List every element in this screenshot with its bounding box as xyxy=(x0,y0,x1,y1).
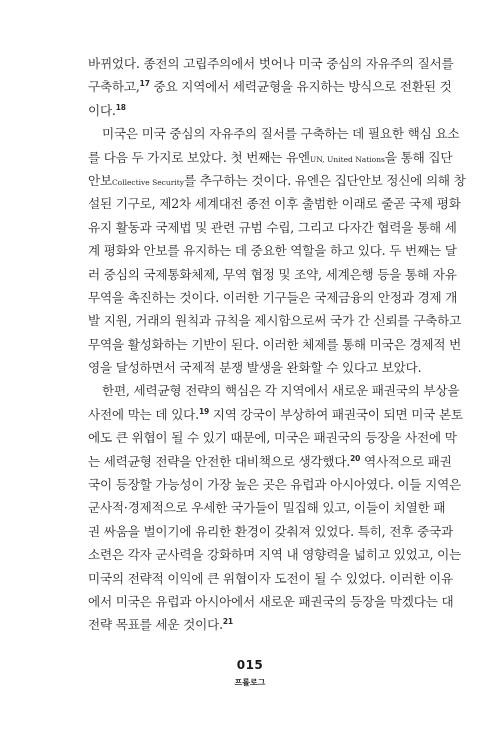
text-run: 미국은 미국 중심의 자유주의 질서를 구축하는 데 필요한 핵심 요소 xyxy=(102,126,460,142)
text-line xyxy=(88,473,462,496)
text-run: 지역 강국이 부상하여 패권국이 되면 미국 본토 xyxy=(208,406,463,422)
text-run: 전략 목표를 세운 것이다. xyxy=(88,617,223,633)
term-gloss: Collective Security xyxy=(111,177,184,187)
text-run: 소련은 각자 군사력을 강화하며 지역 내 영향력을 넓히고 있었고, 이는 xyxy=(88,547,462,563)
text-line xyxy=(88,146,453,169)
text-run: 사전에 막는 데 있다. xyxy=(88,406,199,422)
paragraph xyxy=(88,379,463,636)
text-line xyxy=(88,426,457,449)
text-run: 이다. xyxy=(88,102,116,118)
text-line xyxy=(88,52,454,75)
footnote-marker: 17 xyxy=(139,79,150,89)
text-line xyxy=(88,379,460,402)
text-line xyxy=(88,169,466,192)
text-line xyxy=(88,75,452,98)
text-run: 을 통해 집단 xyxy=(384,149,453,165)
text-run: 권 싸움을 벌이기에 유리한 환경이 갖춰져 있었다. 특히, 전후 중국과 xyxy=(88,523,453,539)
text-line xyxy=(88,192,461,215)
text-line xyxy=(88,239,457,262)
footnote-marker: 19 xyxy=(198,406,209,416)
text-run: 미국의 전략적 이익에 큰 위협이자 도전이 될 수 있었다. 이러한 이유 xyxy=(88,570,453,586)
text-run: 계 평화와 안보를 유지하는 데 중요한 역할을 하고 있다. 두 번째는 달 xyxy=(88,243,457,259)
text-line xyxy=(88,333,462,356)
text-line xyxy=(88,216,457,239)
text-run: 를 추구하는 것이다. 유엔은 집단안보 정신에 의해 창 xyxy=(183,172,466,188)
text-run: 국이 등장할 가능성이 가장 높은 곳은 유럽과 아시아였다. 이들 지역은 xyxy=(88,477,462,493)
text-run: 무역을 촉진하는 것이다. 이러한 기구들은 국제금융의 안정과 경제 개 xyxy=(88,289,458,305)
text-run: 역사적으로 패권 xyxy=(360,453,452,469)
running-footer-section: 프롤로그 xyxy=(234,678,266,687)
page-number: 015 xyxy=(236,658,264,672)
text-run: 중요 지역에서 세력균형을 유지하는 방식으로 전환된 것 xyxy=(149,79,452,95)
text-run: 에도 큰 위협이 될 수 있기 때문에, 미국은 패권국의 등장을 사전에 막 xyxy=(88,430,457,446)
text-line xyxy=(88,567,453,590)
text-line xyxy=(88,309,462,332)
term-gloss: UN, United Nations xyxy=(309,154,385,164)
text-line xyxy=(88,356,434,379)
text-line xyxy=(88,613,434,636)
text-run: 바뀌었다. 종전의 고립주의에서 벗어나 미국 중심의 자유주의 질서를 xyxy=(88,56,454,71)
text-run: 설된 기구로, 제2차 세계대전 종전 이후 출범한 이래로 줄곧 국제 평화 xyxy=(88,196,461,212)
text-run: 구축하고, xyxy=(88,79,140,95)
body-text xyxy=(88,52,466,637)
paragraph xyxy=(88,122,466,379)
footnote-marker: 18 xyxy=(115,102,126,112)
text-run: 발 지원, 거래의 원칙과 규칙을 제시함으로써 국가 간 신뢰를 구축하고 xyxy=(88,313,462,329)
paragraph xyxy=(88,52,454,122)
text-run: 유지 활동과 국제법 및 관련 규범 수립, 그리고 다자간 협력을 통해 세 xyxy=(88,219,457,235)
text-line xyxy=(88,496,446,519)
footnote-marker: 21 xyxy=(222,617,233,627)
text-run: 군사적·경제적으로 우세한 국가들이 밀집해 있고, 이들이 치열한 패 xyxy=(88,500,446,516)
text-line xyxy=(88,286,458,309)
text-line xyxy=(88,122,460,145)
text-run: 러 중심의 국제통화체제, 무역 협정 및 조약, 세계은행 등을 통해 자유 xyxy=(88,266,457,282)
footnote-marker: 20 xyxy=(350,453,361,463)
text-line xyxy=(88,99,434,122)
text-line xyxy=(88,450,452,473)
text-run: 에서 미국은 유럽과 아시아에서 새로운 패권국의 등장을 막겠다는 대 xyxy=(88,593,454,609)
text-line xyxy=(88,403,463,426)
text-run: 는 세력균형 전략을 안전한 대비책으로 생각했다. xyxy=(88,453,351,469)
text-run: 안보 xyxy=(88,172,112,188)
text-run: 한편, 세력균형 전략의 핵심은 각 지역에서 새로운 패권국의 부상을 xyxy=(102,383,460,399)
text-line xyxy=(88,263,457,286)
text-run: 영을 달성하면서 국제적 분쟁 발생을 완화할 수 있다고 보았다. xyxy=(88,360,422,376)
text-line xyxy=(88,520,453,543)
text-run: 무역을 활성화하는 기반이 된다. 이러한 체제를 통해 미국은 경제적 번 xyxy=(88,336,462,352)
text-line xyxy=(88,543,462,566)
text-run: 를 다음 두 가지로 보았다. 첫 번째는 유엔 xyxy=(88,149,310,165)
text-line xyxy=(88,590,454,613)
